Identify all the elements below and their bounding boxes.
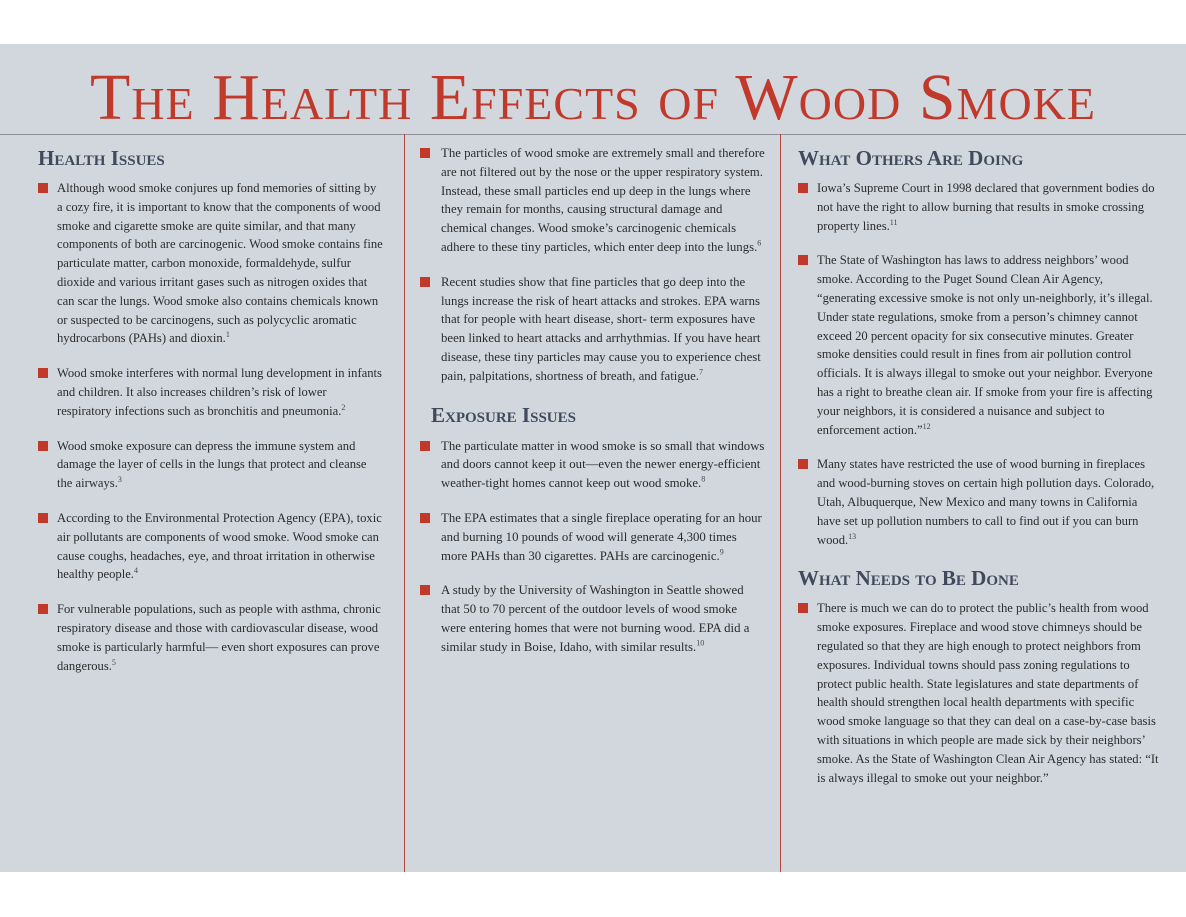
heading-health-issues: Health Issues: [38, 146, 165, 170]
square-bullet-icon: [798, 459, 808, 469]
footnote-marker: 11: [889, 217, 898, 227]
footnote-marker: 6: [757, 238, 762, 248]
list-item-text: [57, 600, 384, 675]
column-divider-left: [404, 134, 405, 872]
list-item: [38, 437, 384, 493]
footnote-marker: 4: [133, 566, 138, 576]
square-bullet-icon: [798, 603, 808, 613]
exposure-issues-list: [420, 437, 765, 657]
square-bullet-icon: [38, 368, 48, 378]
list-item-body: Recent studies show that fine particles that go deep into the lungs increase the risk of heart attacks and strokes. EPA warns that for people with heart disease, short- term exposures have been linked to heart attacks and arrhythmias. If you have heart disease, these tiny particles may cause you to experience chest pain, palpitations, shortness of breath, and fatigue.: [441, 274, 761, 383]
list-item-body: Wood smoke interferes with normal lung development in infants and children. It also increases children’s risk of lower respiratory infections such as bronchitis and pneumonia.: [57, 366, 382, 418]
list-item: [420, 509, 765, 565]
list-item: [798, 455, 1160, 549]
list-item-text: [57, 179, 384, 348]
list-item-text: [817, 251, 1160, 439]
square-bullet-icon: [420, 585, 430, 595]
square-bullet-icon: [38, 604, 48, 614]
square-bullet-icon: [420, 277, 430, 287]
list-item-body: The particles of wood smoke are extremely small and therefore are not filtered out by the nose or the upper respiratory system. Instead, these small particles end up deep in the lungs where they remain for months, causing structural damage and chemical changes. Wood smoke’s carcinogenic chemicals adhere to these tiny particles, which enter deep into the lungs.: [441, 146, 765, 254]
list-item-body: Iowa’s Supreme Court in 1998 declared that government bodies do not have the right to allow burning that results in smoke crossing property lines.: [817, 181, 1155, 233]
column-others: [798, 144, 1160, 803]
footnote-marker: 8: [701, 474, 706, 484]
column-health-issues: [38, 144, 384, 691]
list-item: [38, 600, 384, 675]
column-exposure: [420, 144, 765, 673]
list-item-body: For vulnerable populations, such as people with asthma, chronic respiratory disease and those with cardiovascular disease, wood smoke is particularly harmful— even short exposures can prove dangerous.: [57, 602, 381, 673]
list-item-body: Many states have restricted the use of wood burning in fireplaces and wood-burning stoves on certain high pollution days. Colorado, Utah, Albuquerque, New Mexico and many towns in California have set up pollution numbers to call to find out if you can burn wood.: [817, 457, 1155, 547]
list-item: [798, 251, 1160, 439]
what-needs-list: [798, 599, 1160, 787]
list-item: [798, 599, 1160, 787]
list-item-body: There is much we can do to protect the public’s health from wood smoke exposures. Fireplace and wood stove chimneys should be regulated so that they are high enough to protect neighbors from exposures. Individual towns should pass zoning regulations to protect public health. State legislatures and state departments of health should strengthen local health departments with specific wood smoke language so that they can deal on a case-by-case basis with situations in which people are made sick by their neighbors’ smoke. As the State of Washington Clean Air Agency has stated: “It is always illegal to smoke out your neighbor.”: [817, 601, 1159, 785]
list-item: [798, 179, 1160, 235]
list-item-body: The particulate matter in wood smoke is so small that windows and doors cannot keep it out—even the newer energy-efficient weather-tight homes cannot keep out wood smoke.: [441, 438, 765, 491]
square-bullet-icon: [38, 183, 48, 193]
footnote-marker: 7: [699, 367, 704, 377]
list-item-text: [817, 179, 1160, 235]
list-item: [420, 273, 765, 386]
list-item-text: [817, 455, 1160, 549]
square-bullet-icon: [798, 183, 808, 193]
list-item-body: A study by the University of Washington in Seattle showed that 50 to 70 percent of the outdoor levels of wood smoke were entering homes that were not burning wood. EPA did a similar study in Boise, Idaho, with similar results.: [441, 583, 750, 654]
list-item: [420, 144, 765, 257]
title-divider: [0, 134, 1186, 135]
list-item-text: [817, 599, 1160, 787]
list-item-body: Wood smoke exposure can depress the immune system and damage the layer of cells in the lungs that protect and cleanse the airways.: [57, 438, 367, 491]
square-bullet-icon: [38, 513, 48, 523]
page-title: The Health Effects of Wood Smoke: [90, 61, 1096, 134]
heading-exposure-issues: Exposure Issues: [431, 402, 576, 427]
footnote-marker: 3: [117, 474, 122, 484]
footnote-marker: 9: [719, 547, 724, 557]
list-item-text: [441, 273, 765, 386]
list-item-text: [441, 437, 765, 493]
square-bullet-icon: [420, 441, 430, 451]
footnote-marker: 1: [225, 330, 230, 340]
footnote-marker: 5: [111, 657, 116, 667]
list-item-body: Although wood smoke conjures up fond memories of sitting by a cozy fire, it is important to know that the components of wood smoke and cigarette smoke are quite similar, and that many components of both are carcinogenic. Wood smoke contains fine particulate matter, carbon monoxide, formaldehyde, sulfur dioxide and various irritant gases such as nitrogen oxides that can scar the lungs. Wood smoke also contains chemicals known or suspected to be carcinogens, such as polycyclic aromatic hydrocarbons (PAHs) and dioxin.: [57, 181, 383, 346]
list-item: [420, 581, 765, 656]
footnote-marker: 13: [848, 531, 857, 541]
what-others-list: [798, 179, 1160, 549]
heading-what-others-are-doing: What Others Are Doing: [798, 146, 1024, 170]
square-bullet-icon: [420, 148, 430, 158]
square-bullet-icon: [38, 441, 48, 451]
brochure-panel: [0, 44, 1186, 872]
particle-facts-list: [420, 144, 765, 386]
heading-what-needs-to-be-done: What Needs to Be Done: [798, 566, 1019, 591]
list-item-text: [441, 144, 765, 257]
footnote-marker: 2: [341, 402, 346, 412]
list-item: [38, 364, 384, 420]
list-item: [38, 179, 384, 348]
list-item-body: The State of Washington has laws to address neighbors’ wood smoke. According to the Puget Sound Clean Air Agency, “generating excessive smoke is not only un-neighborly, it’s illegal. Under state regulations, smoke from a person’s chimney cannot exceed 20 percent opacity for six consecutive minutes. Greater smoke densities could result in fines from air pollution control officials. It is always illegal to smoke out your neighbor. Everyone has a right to breathe clean air. If smoke from your fire is affecting your neighbors, it is considered a nuisance and subject to enforcement action.”: [817, 253, 1153, 437]
list-item-text: [57, 437, 384, 493]
list-item-body: According to the Environmental Protection Agency (EPA), toxic air pollutants are components of wood smoke. Wood smoke can cause coughs, headaches, eye, and throat irritation in otherwise healthy people.: [57, 510, 382, 582]
list-item-text: [57, 364, 384, 420]
list-item-text: [441, 509, 765, 565]
list-item-text: [441, 581, 765, 656]
footnote-marker: 12: [922, 421, 931, 431]
health-issues-list: [38, 179, 384, 675]
footnote-marker: 10: [696, 638, 705, 648]
square-bullet-icon: [798, 255, 808, 265]
square-bullet-icon: [420, 513, 430, 523]
list-item: [38, 509, 384, 584]
list-item-body: The EPA estimates that a single fireplace operating for an hour and burning 10 pounds of wood will generate 4,300 times more PAHs than 30 cigarettes. PAHs are carcinogenic.: [441, 510, 762, 563]
column-divider-right: [780, 134, 781, 872]
list-item: [420, 437, 765, 493]
list-item-text: [57, 509, 384, 584]
